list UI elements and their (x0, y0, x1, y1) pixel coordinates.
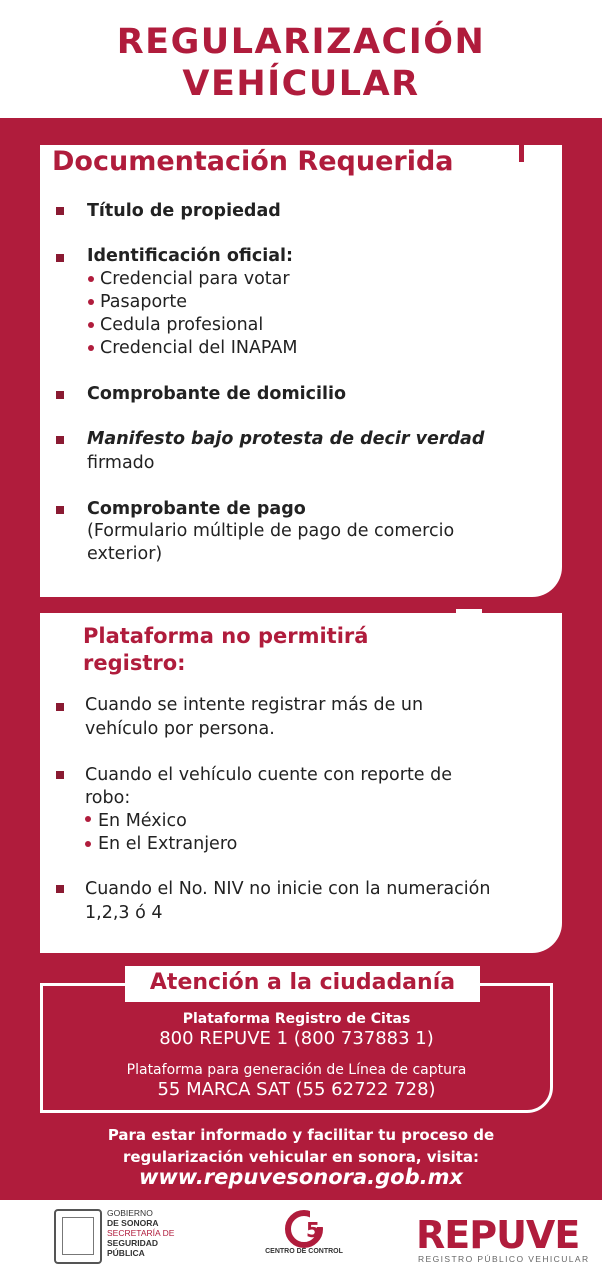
svg-text:5: 5 (306, 1218, 320, 1242)
bullet-square (56, 771, 64, 779)
plat-item-b-2: robo: (85, 788, 131, 808)
bullet-dot (85, 841, 91, 847)
bullet-square (56, 254, 64, 262)
plat-item-b-1: Cuando el vehículo cuente con reporte de (85, 765, 453, 785)
bullet-square (56, 703, 64, 711)
bullet-dot (88, 299, 94, 305)
sonora-line: DE SONORA (107, 1218, 159, 1228)
doc-item-titulo: Título de propiedad (87, 201, 281, 221)
bullet-square (56, 885, 64, 893)
citas-phone: 800 REPUVE 1 (800 737883 1) (159, 1028, 434, 1049)
bullet-dot (85, 816, 91, 822)
page-header (0, 0, 602, 118)
citas-label: Plataforma Registro de Citas (182, 1011, 411, 1027)
plat-sub-item: En México (98, 811, 187, 831)
plat-item-c-1: Cuando el No. NIV no inicie con la numeración (85, 879, 491, 899)
footer-text-line-1: Para estar informado y facilitar tu proceso de (107, 1126, 495, 1144)
plataforma-title-line-1: Plataforma no permitirá (83, 624, 369, 648)
doc-sub-item: Credencial para votar (100, 269, 290, 289)
c5-logo-icon (280, 1207, 328, 1249)
bullet-dot (88, 345, 94, 351)
documentacion-title: Documentación Requerida (52, 146, 454, 177)
plat-sub-item: En el Extranjero (98, 834, 238, 854)
doc-item-manifiesto: Manifesto bajo protesta de decir verdad (87, 429, 485, 449)
c5-label: CENTRO DE CONTROL (265, 1248, 343, 1255)
doc-item-manifiesto-2: firmado (87, 453, 155, 473)
repuve-logo: REPUVE (416, 1213, 580, 1257)
bullet-dot (88, 276, 94, 282)
doc-sub-item: Pasaporte (100, 292, 187, 312)
bullet-square (56, 207, 64, 215)
corner-bracket-decoration (456, 609, 482, 635)
corner-bracket-decoration (498, 136, 524, 162)
sonora-logo-text (107, 1208, 174, 1258)
linea-label: Plataforma para generación de Línea de captura (126, 1062, 467, 1078)
sonora-line: SEGURIDAD (107, 1238, 159, 1248)
page-title-line-2: VEHÍCULAR (182, 64, 420, 104)
doc-sub-item: Credencial del INAPAM (100, 338, 298, 358)
sonora-line: SECRETARÍA DE (107, 1228, 175, 1238)
doc-sub-item: Cedula profesional (100, 315, 264, 335)
footer-text-line-2: regularización vehicular en sonora, visita: (122, 1148, 480, 1166)
bullet-square (56, 391, 64, 399)
sonora-seal-icon (54, 1209, 102, 1264)
doc-item-pago-2: (Formulario múltiple de pago de comercio (87, 521, 455, 541)
page-title-line-1: REGULARIZACIÓN (116, 22, 486, 62)
doc-item-pago: Comprobante de pago (87, 499, 306, 519)
bullet-dot (88, 322, 94, 328)
sonora-line: PÚBLICA (107, 1248, 145, 1258)
plataforma-title-line-2: registro: (83, 651, 186, 675)
repuve-subtitle: REGISTRO PÚBLICO VEHICULAR (418, 1254, 590, 1264)
doc-item-domicilio: Comprobante de domicilio (87, 384, 347, 404)
bullet-square (56, 506, 64, 514)
bullet-square (56, 436, 64, 444)
website-link[interactable]: www.repuvesonora.gob.mx (138, 1165, 464, 1189)
sonora-line: GOBIERNO (107, 1208, 153, 1218)
plat-item-c-2: 1,2,3 ó 4 (85, 903, 163, 923)
doc-item-identificacion: Identificación oficial: (87, 246, 294, 266)
atencion-title: Atención a la ciudadanía (149, 970, 456, 995)
plat-item-a-2: vehículo por persona. (85, 719, 275, 739)
plat-item-a-1: Cuando se intente registrar más de un (85, 695, 424, 715)
linea-phone: 55 MARCA SAT (55 62722 728) (157, 1079, 436, 1100)
doc-item-pago-3: exterior) (87, 544, 163, 564)
